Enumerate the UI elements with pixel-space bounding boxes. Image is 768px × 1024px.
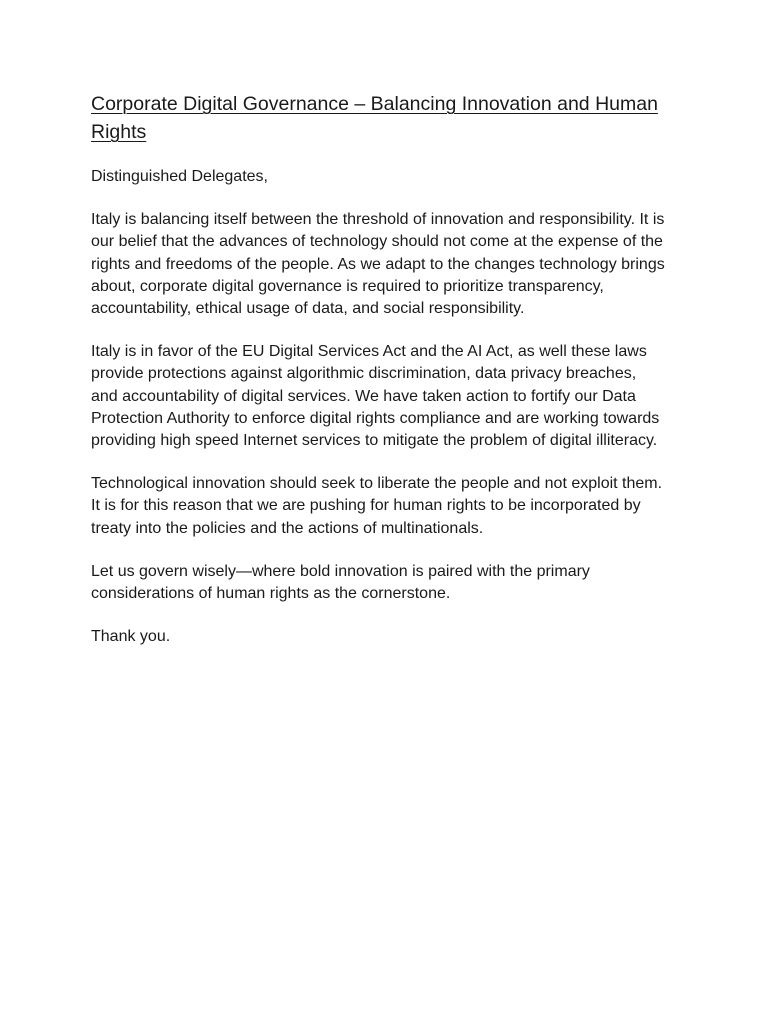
paragraph-line: Italy is in favor of the EU Digital Services Act and the AI Act, as well these laws <box>91 343 647 361</box>
paragraph-line: and accountability of digital services. We have taken action to fortify our Data <box>91 387 636 405</box>
paragraph-innovation-responsibility <box>91 209 691 320</box>
paragraph-line: Protection Authority to enforce digital rights compliance and are working towards <box>91 409 660 427</box>
paragraph-line: rights and freedoms of the people. As we adapt to the changes technology brings <box>91 255 665 273</box>
title-line: Rights <box>91 121 147 143</box>
closing-thank-you <box>91 626 691 648</box>
document-title <box>91 90 691 146</box>
paragraph-line: about, corporate digital governance is required to prioritize transparency, <box>91 277 604 295</box>
paragraph-line: provide protections against algorithmic discrimination, data privacy breaches, <box>91 365 637 383</box>
paragraph-line: providing high speed Internet services to mitigate the problem of digital illiteracy. <box>91 432 658 450</box>
paragraph-line: treaty into the policies and the actions of multinationals. <box>91 519 484 537</box>
paragraph-line: Thank you. <box>91 628 171 646</box>
paragraph-line: Technological innovation should seek to liberate the people and not exploit them. <box>91 475 663 493</box>
paragraph-line: accountability, ethical usage of data, and social responsibility. <box>91 300 525 318</box>
paragraph-line: Italy is balancing itself between the threshold of innovation and responsibility. It is <box>91 211 665 229</box>
document-body <box>91 90 691 648</box>
paragraph-line: considerations of human rights as the cornerstone. <box>91 585 451 603</box>
paragraph-line: our belief that the advances of technology should not come at the expense of the <box>91 233 663 251</box>
paragraph-human-rights <box>91 473 691 540</box>
salutation: Distinguished Delegates, <box>91 168 268 185</box>
paragraph-govern-wisely <box>91 561 691 605</box>
paragraph-line: It is for this reason that we are pushing for human rights to be incorporated by <box>91 497 641 515</box>
paragraph-eu-acts <box>91 341 691 452</box>
title-line: Corporate Digital Governance – Balancing Innovation and Human <box>91 93 658 115</box>
paragraph-line: Let us govern wisely—where bold innovation is paired with the primary <box>91 562 590 580</box>
